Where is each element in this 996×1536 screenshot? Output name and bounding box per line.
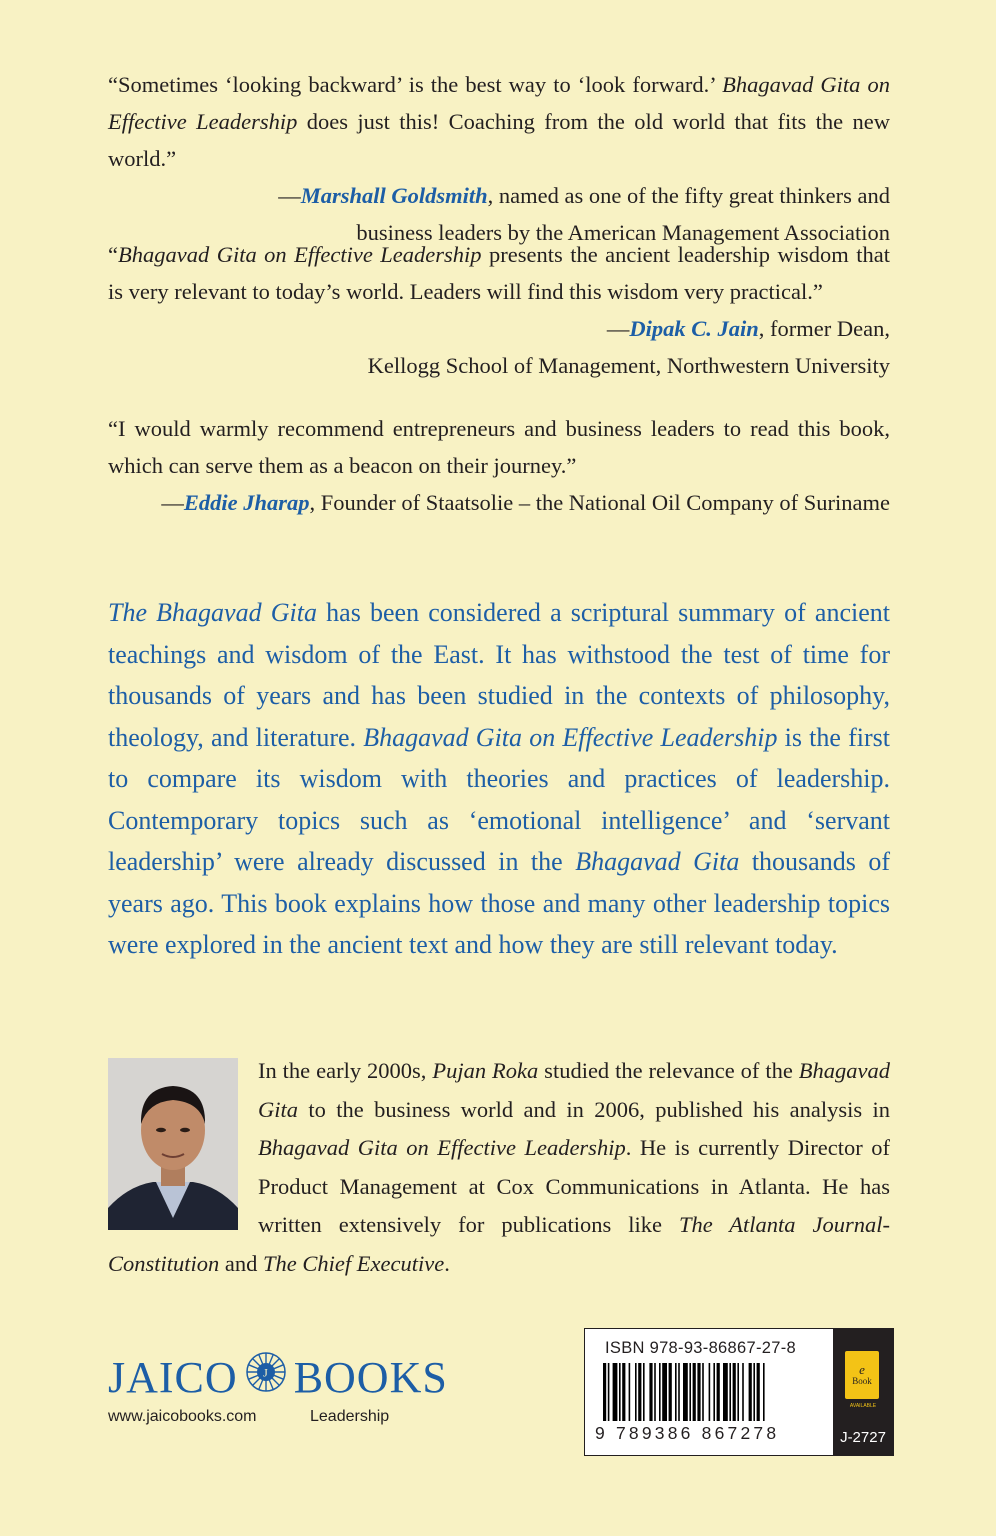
barcode-bar — [638, 1363, 641, 1421]
publisher-name-left: JAICO — [108, 1353, 238, 1402]
barcode-bar — [737, 1363, 739, 1421]
barcode-bar — [654, 1363, 656, 1421]
publisher-wheel-icon — [246, 1352, 286, 1403]
catalog-code: J-2727 — [840, 1429, 886, 1446]
barcode-bar — [683, 1363, 688, 1421]
endorser-name: Marshall Goldsmith — [300, 183, 488, 208]
isbn-label: ISBN 978-93-86867-27-8 — [605, 1339, 796, 1357]
barcode-bar — [697, 1363, 700, 1421]
barcode-bar — [729, 1363, 731, 1421]
barcode-bar — [709, 1363, 711, 1421]
barcode-bar — [603, 1363, 606, 1421]
barcode-bar — [678, 1363, 680, 1421]
barcode-bar — [629, 1363, 631, 1421]
ebook-icon: e Book — [845, 1351, 879, 1399]
endorsement-3 — [108, 410, 890, 521]
publisher-logo — [108, 1352, 448, 1403]
barcode-bar — [717, 1363, 720, 1421]
isbn-barcode — [584, 1328, 894, 1456]
barcode-bar — [713, 1363, 715, 1421]
barcode-bar — [693, 1363, 696, 1421]
publisher-emblem-letter: J — [262, 1365, 269, 1380]
endorsement-1 — [108, 66, 890, 251]
barcode-bar — [659, 1363, 661, 1421]
barcode-bar — [733, 1363, 736, 1421]
barcode-digits: 9 789386 867278 — [595, 1423, 780, 1443]
barcode-bar — [753, 1363, 755, 1421]
barcode-bar — [689, 1363, 691, 1421]
barcode-bar — [649, 1363, 652, 1421]
publisher-url: www.jaicobooks.com — [108, 1408, 257, 1425]
endorser-name: Eddie Jharap — [183, 490, 310, 515]
endorser-name: Dipak C. Jain — [629, 316, 759, 341]
barcode-bar — [622, 1363, 625, 1421]
barcode-bar — [675, 1363, 677, 1421]
book-summary: The Bhagavad Gita has been considered a scriptural summary of ancient teachings and wisdom of the East. It has withstood the test of time for thousands of years and has been studied in the contexts of philosophy, theology, and literature. Bhagavad Gita on Effective Leadership is the first to compare its wisdom with theories and practices of leadership. Contemporary topics such as ‘emotional intelligence’ and ‘servant leadership’ were already discussed in the Bhagavad Gita thousands of years ago. This book explains how those and many other leadership topics were explored in the ancient text and how they are still relevant today. — [108, 598, 890, 959]
barcode-bar — [643, 1363, 645, 1421]
endorsement-3-text: “I would warmly recommend entrepreneurs and business leaders to read this book, which can serve them as a beacon on their journey.” — [108, 416, 890, 478]
endorsement-1-affiliation: business leaders by the American Management Association — [356, 220, 890, 245]
book-category: Leadership — [310, 1408, 390, 1425]
barcode-bar — [749, 1363, 752, 1421]
publisher-name-right: BOOKS — [293, 1353, 448, 1402]
endorsement-2-affiliation: Kellogg School of Management, Northwestern University — [367, 353, 890, 378]
barcode-bar — [613, 1363, 618, 1421]
ebook-available-label: AVAILABLE — [849, 1403, 877, 1409]
barcode-bar — [763, 1363, 765, 1421]
barcode-bar — [742, 1363, 744, 1421]
barcode-bar — [723, 1363, 728, 1421]
author-bio: In the early 2000s, Pujan Roka studied the relevance of the Bhagavad Gita to the business world and in 2006, published his analysis in Bhagavad Gita on Effective Leadership. He is currently Director of Product Management at Cox Communications in Atlanta. He has written extensively for publications like The Atlanta Journal-Constitution and The Chief Executive. — [108, 1058, 891, 1276]
barcode-bar — [619, 1363, 621, 1421]
barcode-bar — [702, 1363, 704, 1421]
endorsement-3-attribution: —Eddie Jharap, Founder of Staatsolie – the National Oil Company of Suriname — [161, 490, 890, 515]
endorsement-2-text: “Bhagavad Gita on Effective Leadership presents the ancient leadership wisdom that is very relevant to today’s world. Leaders will find this wisdom very practical.” — [108, 242, 890, 304]
barcode-bar — [757, 1363, 760, 1421]
endorsement-1-text: “Sometimes ‘looking backward’ is the best way to ‘look forward.’ Bhagavad Gita on Effective Leadership does just this! Coaching from the old world that fits the new world.” — [108, 72, 891, 171]
endorsement-2 — [108, 236, 890, 384]
barcode-bar — [662, 1363, 667, 1421]
ebook-panel — [833, 1329, 893, 1455]
barcode-bar — [635, 1363, 637, 1421]
endorsement-2-attribution: —Dipak C. Jain, former Dean, — [606, 316, 890, 341]
barcode-bar — [608, 1363, 610, 1421]
endorsement-1-attribution: —Marshall Goldsmith, named as one of the fifty great thinkers and — [278, 183, 890, 208]
barcode-bar — [669, 1363, 672, 1421]
barcode-bars — [603, 1363, 817, 1421]
